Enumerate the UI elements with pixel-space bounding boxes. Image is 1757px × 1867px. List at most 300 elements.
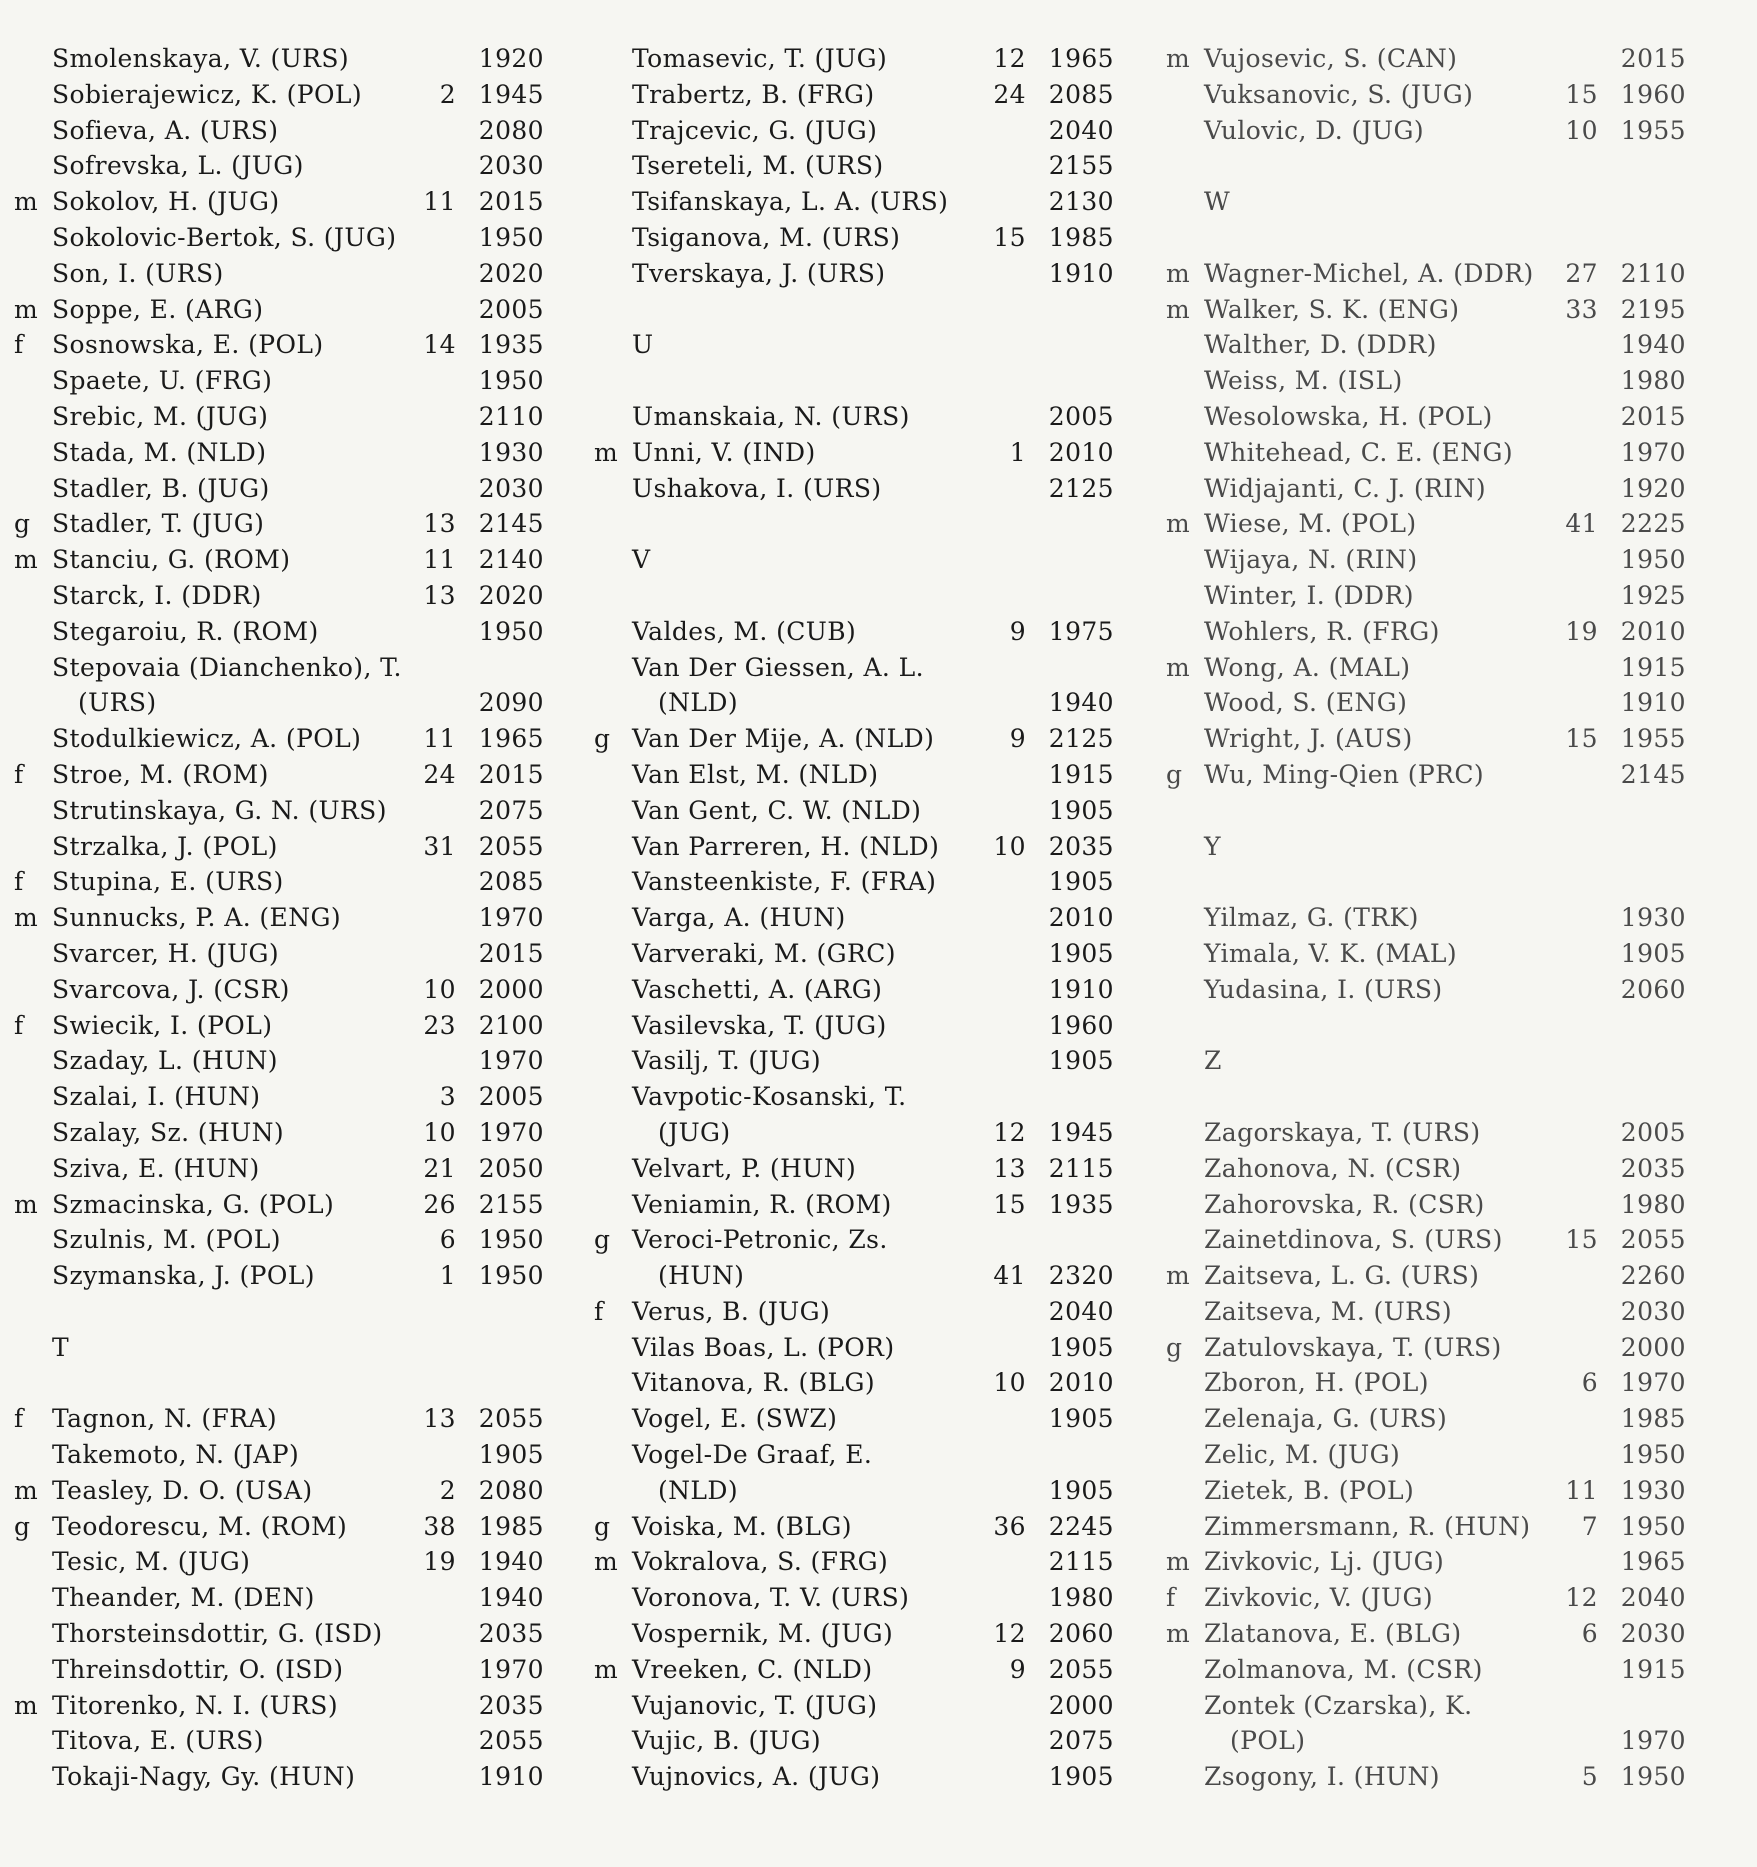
player-entry xyxy=(14,116,544,152)
player-name: Weiss, M. (ISL) xyxy=(1204,366,1403,396)
player-entry xyxy=(594,975,1114,1011)
games-count: 24 xyxy=(993,79,1026,109)
rating-value: 1950 xyxy=(478,1225,544,1255)
player-name: Umanskaia, N. (URS) xyxy=(632,401,910,431)
title-tag: m xyxy=(1166,509,1191,539)
player-name: Van Gent, C. W. (NLD) xyxy=(632,795,922,825)
rating-value: 1985 xyxy=(478,1511,544,1541)
games-count: 6 xyxy=(1581,1368,1598,1398)
rating-value: 1965 xyxy=(1620,1547,1686,1577)
player-name: Zboron, H. (POL) xyxy=(1204,1368,1429,1398)
player-name: Spaete, U. (FRG) xyxy=(52,366,273,396)
games-count: 19 xyxy=(1565,616,1598,646)
games-count: 12 xyxy=(1565,1583,1598,1613)
player-entry xyxy=(14,438,544,474)
player-name: Zontek (Czarska), K. xyxy=(1204,1690,1473,1720)
player-name: Winter, I. (DDR) xyxy=(1204,580,1414,610)
games-count: 2 xyxy=(439,79,456,109)
rating-value: 2110 xyxy=(478,401,544,431)
player-name: Yudasina, I. (URS) xyxy=(1204,974,1443,1004)
rating-value: 2115 xyxy=(1048,1153,1114,1183)
player-entry xyxy=(594,1082,1114,1118)
section-letter: Y xyxy=(1204,831,1221,861)
player-entry xyxy=(14,1261,544,1297)
player-name: Veniamin, R. (ROM) xyxy=(632,1189,892,1219)
player-name: Whitehead, C. E. (ENG) xyxy=(1204,437,1514,467)
player-name: Verus, B. (JUG) xyxy=(632,1296,831,1326)
player-entry xyxy=(1166,1655,1686,1691)
player-name: Smolenskaya, V. (URS) xyxy=(52,44,350,73)
rating-value: 2080 xyxy=(478,1475,544,1505)
rating-value: 1940 xyxy=(478,1583,544,1613)
player-name: Tokaji-Nagy, Gy. (HUN) xyxy=(52,1762,356,1792)
player-entry xyxy=(14,402,544,438)
player-name: Vujnovics, A. (JUG) xyxy=(632,1762,881,1792)
title-tag: m xyxy=(1166,1547,1191,1577)
player-entry xyxy=(1166,1583,1686,1619)
player-name: Threinsdottir, O. (ISD) xyxy=(52,1654,344,1684)
player-entry xyxy=(594,1726,1114,1762)
player-name: Teasley, D. O. (USA) xyxy=(52,1475,313,1505)
player-name: Zaitseva, M. (URS) xyxy=(1204,1296,1453,1326)
player-entry xyxy=(594,1333,1114,1369)
rating-value: 1980 xyxy=(1048,1583,1114,1613)
games-count: 26 xyxy=(423,1189,456,1219)
rating-value: 1950 xyxy=(478,616,544,646)
player-entry-continued xyxy=(594,1118,1114,1154)
player-entry xyxy=(594,80,1114,116)
player-entry xyxy=(594,116,1114,152)
player-entry xyxy=(14,1583,544,1619)
rating-value: 1905 xyxy=(478,1440,544,1470)
rating-value: 2115 xyxy=(1048,1547,1114,1577)
rating-value: 1925 xyxy=(1620,580,1686,610)
player-entry xyxy=(14,80,544,116)
player-entry xyxy=(14,366,544,402)
rating-value: 1970 xyxy=(478,1654,544,1684)
games-count: 23 xyxy=(423,1010,456,1040)
player-entry xyxy=(14,867,544,903)
player-entry xyxy=(594,1225,1114,1261)
player-name: Srebic, M. (JUG) xyxy=(52,401,269,431)
rating-value: 1935 xyxy=(478,330,544,360)
rating-value: 1915 xyxy=(1620,652,1686,682)
games-count: 21 xyxy=(423,1153,456,1183)
rating-value: 1965 xyxy=(478,724,544,754)
player-name: Tverskaya, J. (URS) xyxy=(632,258,886,288)
rating-value: 1940 xyxy=(478,1547,544,1577)
games-count: 7 xyxy=(1581,1511,1598,1541)
player-name: Stadler, B. (JUG) xyxy=(52,473,270,503)
rating-value: 2055 xyxy=(1048,1654,1114,1684)
rating-value: 1940 xyxy=(1048,688,1114,718)
player-name: Velvart, P. (HUN) xyxy=(632,1153,857,1183)
player-entry xyxy=(594,903,1114,939)
player-entry xyxy=(594,1583,1114,1619)
rating-value: 2155 xyxy=(478,1189,544,1219)
player-name: Zietek, B. (POL) xyxy=(1204,1475,1415,1505)
rating-value: 1955 xyxy=(1620,724,1686,754)
rating-value: 2055 xyxy=(1620,1225,1686,1255)
games-count: 2 xyxy=(439,1475,456,1505)
games-count: 13 xyxy=(993,1153,1026,1183)
player-name: Swiecik, I. (POL) xyxy=(52,1010,273,1040)
player-entry-continued xyxy=(594,1261,1114,1297)
rating-value: 1905 xyxy=(1048,1475,1114,1505)
spacer xyxy=(594,295,1114,331)
player-entry xyxy=(14,1011,544,1047)
rating-value: 1950 xyxy=(1620,545,1686,575)
rating-value: 2010 xyxy=(1048,903,1114,933)
player-entry-continued xyxy=(1166,1726,1686,1762)
player-entry xyxy=(1166,545,1686,581)
rating-value: 1905 xyxy=(1048,1046,1114,1076)
player-name: Wohlers, R. (FRG) xyxy=(1204,616,1440,646)
games-count: 11 xyxy=(423,187,456,217)
rating-value: 2010 xyxy=(1048,437,1114,467)
title-tag: g xyxy=(594,1225,611,1255)
player-entry xyxy=(1166,116,1686,152)
games-count: 11 xyxy=(423,724,456,754)
player-entry xyxy=(594,44,1114,80)
player-name: Zagorskaya, T. (URS) xyxy=(1204,1117,1481,1147)
player-federation: (NLD) xyxy=(658,688,739,718)
rating-value: 1970 xyxy=(478,903,544,933)
player-entry xyxy=(594,760,1114,796)
player-name: Vasilj, T. (JUG) xyxy=(632,1046,821,1076)
player-name: Teodorescu, M. (ROM) xyxy=(52,1511,348,1541)
player-name: Van Elst, M. (NLD) xyxy=(632,759,879,789)
player-entry xyxy=(1166,1297,1686,1333)
title-tag: f xyxy=(14,867,24,897)
rating-value: 2035 xyxy=(1048,831,1114,861)
rating-value: 1980 xyxy=(1620,366,1686,396)
rating-value: 2005 xyxy=(1620,1117,1686,1147)
rating-value: 2055 xyxy=(478,1404,544,1434)
rating-value: 2060 xyxy=(1620,974,1686,1004)
player-entry xyxy=(1166,1404,1686,1440)
games-count: 10 xyxy=(1565,115,1598,145)
rating-value: 2035 xyxy=(478,1619,544,1649)
player-name: Vujosevic, S. (CAN) xyxy=(1204,44,1458,73)
rating-value: 1985 xyxy=(1620,1404,1686,1434)
player-name: Vasilevska, T. (JUG) xyxy=(632,1010,887,1040)
section-letter: V xyxy=(632,545,651,575)
rating-value: 2060 xyxy=(1048,1619,1114,1649)
player-name: Stepovaia (Dianchenko), T. xyxy=(52,652,402,682)
rating-value: 2260 xyxy=(1620,1261,1686,1291)
games-count: 10 xyxy=(993,1368,1026,1398)
player-entry xyxy=(1166,366,1686,402)
player-entry xyxy=(594,867,1114,903)
player-federation: (HUN) xyxy=(658,1261,745,1291)
title-tag: m xyxy=(1166,1619,1191,1649)
rating-value: 2010 xyxy=(1620,616,1686,646)
title-tag: f xyxy=(14,330,24,360)
rating-value: 2130 xyxy=(1048,187,1114,217)
rating-value: 1910 xyxy=(1048,258,1114,288)
rating-value: 1935 xyxy=(1048,1189,1114,1219)
games-count: 13 xyxy=(423,1404,456,1434)
player-entry xyxy=(14,1619,544,1655)
player-entry xyxy=(14,259,544,295)
player-name: Vogel, E. (SWZ) xyxy=(632,1404,838,1434)
rating-value: 2015 xyxy=(478,187,544,217)
player-entry-continued xyxy=(594,688,1114,724)
player-name: Varveraki, M. (GRC) xyxy=(632,938,896,968)
rating-value: 2005 xyxy=(1048,401,1114,431)
player-entry xyxy=(14,1082,544,1118)
rating-value: 2000 xyxy=(1620,1332,1686,1362)
rating-value: 2000 xyxy=(478,974,544,1004)
player-name: Trajcevic, G. (JUG) xyxy=(632,115,878,145)
player-entry xyxy=(14,1762,544,1798)
player-federation: (URS) xyxy=(78,688,157,718)
games-count: 15 xyxy=(1565,79,1598,109)
player-entry xyxy=(14,223,544,259)
rating-value: 1970 xyxy=(1620,1726,1686,1756)
player-entry xyxy=(14,330,544,366)
title-tag: m xyxy=(14,294,39,324)
rating-value: 2040 xyxy=(1048,1296,1114,1326)
player-entry xyxy=(1166,1333,1686,1369)
player-entry xyxy=(1166,438,1686,474)
player-name: Tsiganova, M. (URS) xyxy=(632,222,901,252)
player-entry xyxy=(594,1655,1114,1691)
spacer xyxy=(594,366,1114,402)
player-name: Van Der Mije, A. (NLD) xyxy=(632,724,935,754)
player-name: Wiese, M. (POL) xyxy=(1204,509,1417,539)
player-name: Thorsteinsdottir, G. (ISD) xyxy=(52,1619,383,1649)
games-count: 19 xyxy=(423,1547,456,1577)
player-name: Vilas Boas, L. (POR) xyxy=(632,1332,895,1362)
rating-value: 2245 xyxy=(1048,1511,1114,1541)
player-entry xyxy=(1166,939,1686,975)
rating-value: 1970 xyxy=(1620,437,1686,467)
player-entry xyxy=(594,1154,1114,1190)
player-entry xyxy=(1166,653,1686,689)
player-name: Zelenaja, G. (URS) xyxy=(1204,1404,1448,1434)
player-name: Theander, M. (DEN) xyxy=(52,1583,315,1613)
player-name: Son, I. (URS) xyxy=(52,258,224,288)
player-entry xyxy=(594,151,1114,187)
player-name: Strzalka, J. (POL) xyxy=(52,831,278,861)
player-entry xyxy=(1166,295,1686,331)
rating-value: 1950 xyxy=(1620,1762,1686,1792)
title-tag: g xyxy=(14,1511,31,1541)
player-entry xyxy=(594,1619,1114,1655)
games-count: 15 xyxy=(1565,1225,1598,1255)
spacer xyxy=(14,1368,544,1404)
rating-value: 2080 xyxy=(478,115,544,145)
player-name: Tesic, M. (JUG) xyxy=(52,1547,251,1577)
column-3 xyxy=(1166,44,1686,1798)
rating-value: 1915 xyxy=(1048,759,1114,789)
player-name: Tagnon, N. (FRA) xyxy=(52,1404,278,1434)
games-count: 9 xyxy=(1009,616,1026,646)
player-entry xyxy=(594,796,1114,832)
title-tag: g xyxy=(594,1511,611,1541)
player-name: Trabertz, B. (FRG) xyxy=(632,79,875,109)
player-entry xyxy=(1166,1440,1686,1476)
player-entry xyxy=(594,1440,1114,1476)
player-name: Sobierajewicz, K. (POL) xyxy=(52,79,363,109)
rating-value: 1950 xyxy=(1620,1511,1686,1541)
player-entry xyxy=(14,832,544,868)
games-count: 41 xyxy=(993,1261,1026,1291)
section-letter: U xyxy=(632,330,654,360)
player-entry xyxy=(594,617,1114,653)
player-entry xyxy=(14,903,544,939)
player-entry xyxy=(1166,581,1686,617)
title-tag: g xyxy=(14,509,31,539)
rating-value: 1980 xyxy=(1620,1189,1686,1219)
player-name: Ushakova, I. (URS) xyxy=(632,473,882,503)
player-name: Sziva, E. (HUN) xyxy=(52,1153,260,1183)
player-entry xyxy=(594,1762,1114,1798)
rating-value: 1930 xyxy=(478,437,544,467)
player-name: Unni, V. (IND) xyxy=(632,437,816,467)
player-entry xyxy=(1166,44,1686,80)
player-entry xyxy=(14,187,544,223)
player-entry xyxy=(1166,1619,1686,1655)
rating-value: 1905 xyxy=(1620,938,1686,968)
rating-value: 1985 xyxy=(1048,222,1114,252)
player-entry xyxy=(594,223,1114,259)
rating-value: 2320 xyxy=(1048,1261,1114,1291)
games-count: 12 xyxy=(993,1117,1026,1147)
games-count: 3 xyxy=(439,1082,456,1112)
games-count: 9 xyxy=(1009,724,1026,754)
player-federation: (POL) xyxy=(1230,1726,1306,1756)
player-name: Svarcer, H. (JUG) xyxy=(52,938,280,968)
player-entry xyxy=(14,151,544,187)
rating-value: 2010 xyxy=(1048,1368,1114,1398)
player-name: Szalai, I. (HUN) xyxy=(52,1082,261,1112)
player-name: Stupina, E. (URS) xyxy=(52,867,284,897)
title-tag: f xyxy=(14,1404,24,1434)
player-entry xyxy=(14,1404,544,1440)
player-entry xyxy=(1166,509,1686,545)
player-name: Vansteenkiste, F. (FRA) xyxy=(632,867,937,897)
rating-value: 2015 xyxy=(478,759,544,789)
title-tag: m xyxy=(14,545,39,575)
title-tag: m xyxy=(1166,652,1191,682)
rating-value: 2075 xyxy=(478,795,544,825)
player-name: Zainetdinova, S. (URS) xyxy=(1204,1225,1503,1255)
player-entry xyxy=(594,1404,1114,1440)
title-tag: f xyxy=(14,1010,24,1040)
player-entry xyxy=(14,1691,544,1727)
rating-value: 1905 xyxy=(1048,795,1114,825)
player-name: Vogel-De Graaf, E. xyxy=(632,1440,873,1470)
player-entry xyxy=(594,474,1114,510)
rating-value: 2035 xyxy=(1620,1153,1686,1183)
player-name: Walther, D. (DDR) xyxy=(1204,330,1437,360)
rating-value: 1920 xyxy=(1620,473,1686,503)
title-tag: g xyxy=(1166,759,1183,789)
spacer xyxy=(1166,151,1686,187)
player-name: Zaitseva, L. G. (URS) xyxy=(1204,1261,1480,1291)
player-entry xyxy=(594,1691,1114,1727)
rating-value: 2020 xyxy=(478,258,544,288)
player-name: Wagner-Michel, A. (DDR) xyxy=(1204,258,1534,288)
player-entry xyxy=(1166,259,1686,295)
title-tag: m xyxy=(1166,1261,1191,1291)
title-tag: m xyxy=(594,437,619,467)
title-tag: m xyxy=(14,1690,39,1720)
player-entry xyxy=(1166,1261,1686,1297)
player-entry xyxy=(1166,1118,1686,1154)
player-entry xyxy=(594,832,1114,868)
player-name: Wesolowska, H. (POL) xyxy=(1204,401,1493,431)
player-name: Sosnowska, E. (POL) xyxy=(52,330,324,360)
rating-value: 2040 xyxy=(1048,115,1114,145)
games-count: 10 xyxy=(423,1117,456,1147)
rating-value: 1920 xyxy=(478,44,544,73)
games-count: 11 xyxy=(423,545,456,575)
player-entry xyxy=(1166,1225,1686,1261)
section-letter: Z xyxy=(1204,1046,1222,1076)
rating-value: 2015 xyxy=(478,938,544,968)
player-entry xyxy=(594,1368,1114,1404)
games-count: 6 xyxy=(1581,1619,1598,1649)
rating-value: 1950 xyxy=(478,366,544,396)
section-letter: T xyxy=(52,1332,69,1362)
title-tag: f xyxy=(14,759,24,789)
player-name: Tomasevic, T. (JUG) xyxy=(632,44,888,73)
player-name: Tsifanskaya, L. A. (URS) xyxy=(632,187,949,217)
player-name: Vavpotic-Kosanski, T. xyxy=(632,1082,907,1112)
games-count: 5 xyxy=(1581,1762,1598,1792)
player-name: Stodulkiewicz, A. (POL) xyxy=(52,724,362,754)
player-entry xyxy=(594,724,1114,760)
spacer xyxy=(594,581,1114,617)
player-entry xyxy=(594,259,1114,295)
games-count: 13 xyxy=(423,509,456,539)
rating-value: 2195 xyxy=(1620,294,1686,324)
rating-value: 2015 xyxy=(1620,401,1686,431)
rating-value: 2020 xyxy=(478,580,544,610)
player-entry xyxy=(14,1190,544,1226)
player-entry xyxy=(14,939,544,975)
player-name: Vulovic, D. (JUG) xyxy=(1204,115,1425,145)
player-entry-continued xyxy=(14,688,544,724)
title-tag: m xyxy=(14,1475,39,1505)
rating-value: 1950 xyxy=(1620,1440,1686,1470)
rating-value: 1970 xyxy=(1620,1368,1686,1398)
column-2 xyxy=(594,44,1114,1798)
player-name: Stada, M. (NLD) xyxy=(52,437,267,467)
player-name: Zlatanova, E. (BLG) xyxy=(1204,1619,1462,1649)
games-count: 6 xyxy=(439,1225,456,1255)
rating-value: 2125 xyxy=(1048,724,1114,754)
player-name: Voiska, M. (BLG) xyxy=(632,1511,852,1541)
rating-value: 1945 xyxy=(1048,1117,1114,1147)
player-entry xyxy=(14,474,544,510)
player-entry xyxy=(1166,688,1686,724)
rating-value: 1940 xyxy=(1620,330,1686,360)
rating-value: 2015 xyxy=(1620,44,1686,73)
player-name: Strutinskaya, G. N. (URS) xyxy=(52,795,387,825)
title-tag: f xyxy=(1166,1583,1176,1613)
player-entry xyxy=(14,1225,544,1261)
player-name: Voronova, T. V. (URS) xyxy=(632,1583,910,1613)
player-name: Stadler, T. (JUG) xyxy=(52,509,265,539)
player-name: Vokralova, S. (FRG) xyxy=(632,1547,889,1577)
player-name: Vreeken, C. (NLD) xyxy=(632,1654,873,1684)
player-name: Zivkovic, Lj. (JUG) xyxy=(1204,1547,1445,1577)
